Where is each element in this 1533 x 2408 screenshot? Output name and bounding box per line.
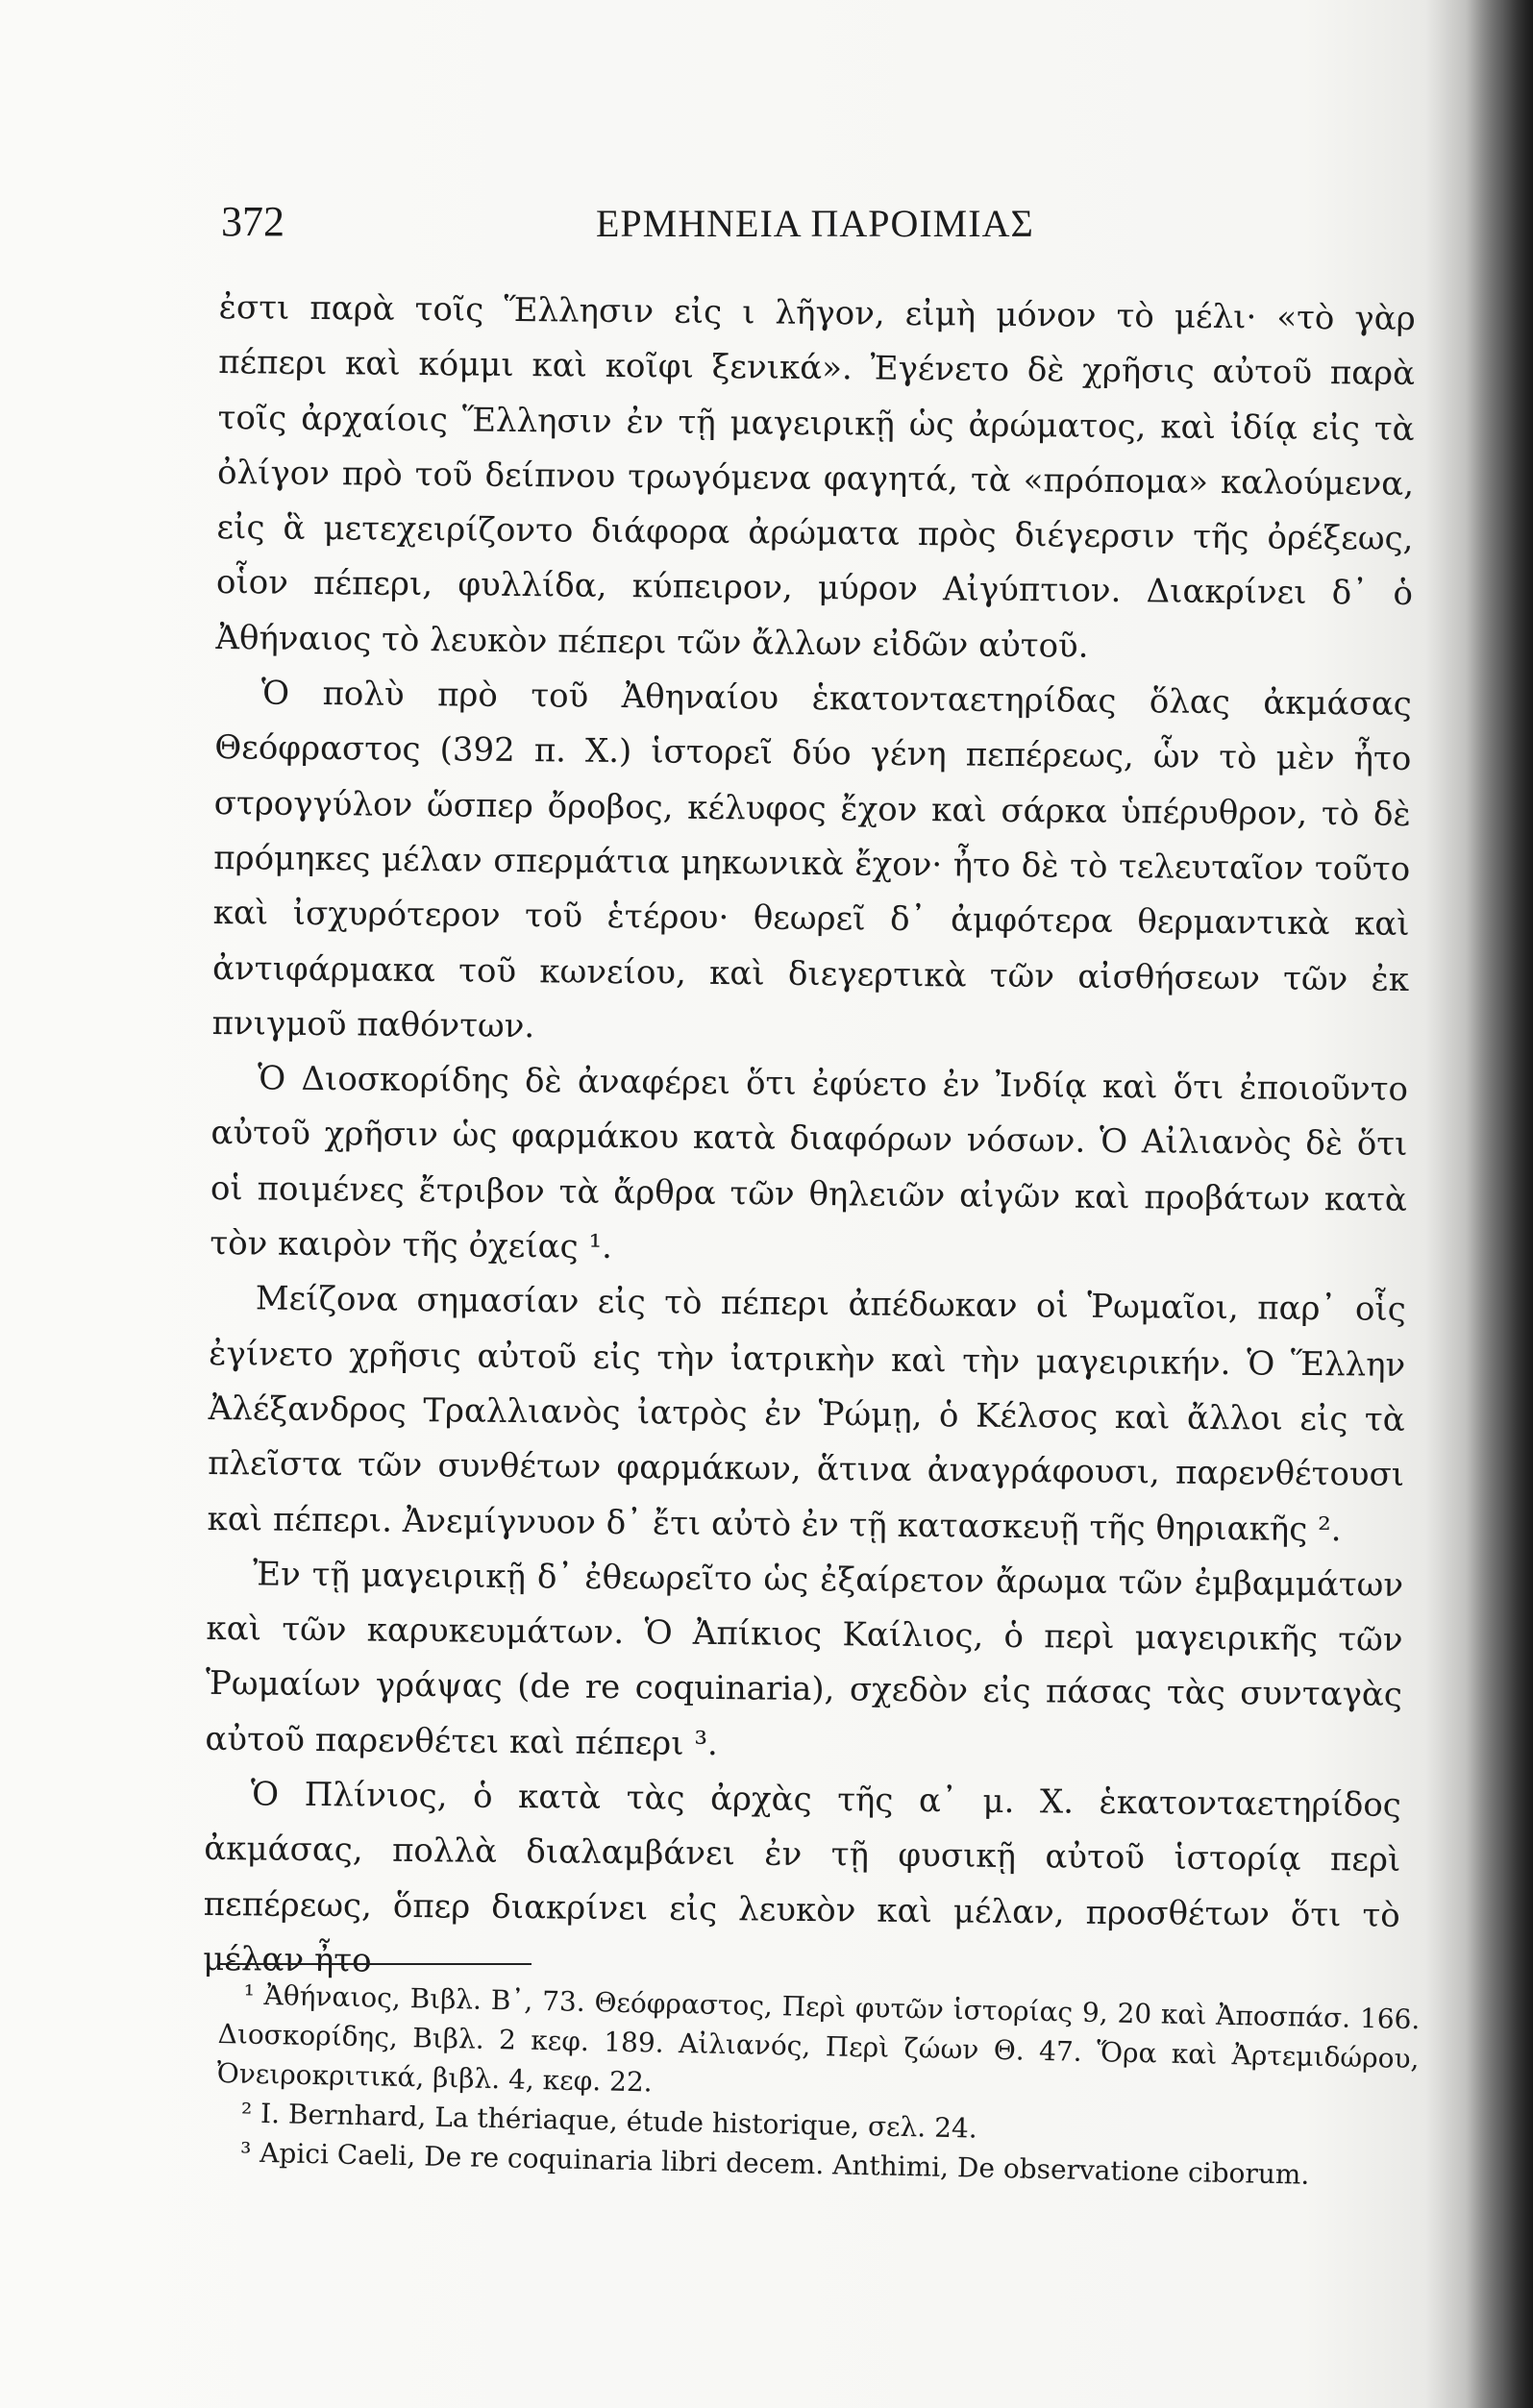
- paragraph: ἐστι παρὰ τοῖς Ἕλλησιν εἰς ι λῆγον, εἰμὴ μόνον τὸ μέλι· «τὸ γὰρ πέπερι καὶ κόμμι καὶ κοῖφι ξενικά». Ἐγένετο δὲ χρῆσις αὐτοῦ παρὰ τοῖς ἀρχαίοις Ἕλλησιν ἐν τῇ μαγειρικῇ ὡς ἀρώματος, καὶ ἰδίᾳ εἰς τὰ ὀλίγον πρὸ τοῦ δείπνου τρωγόμενα φαγητά, τὰ «πρόπομα» καλούμενα, εἰς ἃ μετεχειρίζοντο διάφορα ἀρώματα πρὸς διέγερσιν τῆς ὀρέξεως, οἷον πέπερι, φυλλίδα, κύπειρον, μύρον Αἰγύπτιον. Διακρίνει δ᾽ ὁ Ἀθήναιος τὸ λευκὸν πέπερι τῶν ἄλλων εἰδῶν αὐτοῦ.: [215, 287, 1416, 666]
- body-text: [203, 281, 1416, 1999]
- book-spine-shadow: [1466, 0, 1533, 2408]
- paragraph: Ἐν τῇ μαγειρικῇ δ᾽ ἐθεωρεῖτο ὡς ἐξαίρετον ἄρωμα τῶν ἐμβαμμάτων καὶ τῶν καρυκευμάτων. Ὁ Ἀπίκιος Καίλιος, ὁ περὶ μαγειρικῆς τῶν Ῥωμαίων γράψας (de re coquinaria), σχεδὸν εἰς πάσας τὰς συνταγὰς αὐτοῦ παρενθέτει καὶ πέπερι ³.: [205, 1555, 1404, 1763]
- page-number: 372: [221, 198, 284, 245]
- running-title: ΕΡΜΗΝΕΙΑ ΠΑΡΟΙΜΙΑΣ: [596, 202, 1034, 245]
- footnote-separator: [219, 1963, 532, 1965]
- footnote: ² I. Bernhard, La thériaque, étude historique, σελ. 24.: [240, 2097, 978, 2145]
- footnote: ¹ Ἀθήναιος, Βιβλ. Β᾽, 73. Θεόφραστος, Περὶ φυτῶν ἱστορίας 9, 20 καὶ Ἀποσπάσ. 166. Διοσκορίδης, Βιβλ. 2 κεφ. 189. Αἰλιανός, Περὶ ζώων Θ. 47. Ὅρα καὶ Ἀρτεμιδώρου, Ὀνειροκριτικά, βιβλ. 4, κεφ. 22.: [216, 1978, 1421, 2099]
- paragraph: Μείζονα σημασίαν εἰς τὸ πέπερι ἀπέδωκαν οἱ Ῥωμαῖοι, παρ᾽ οἷς ἐγίνετο χρῆσις αὐτοῦ εἰς τὴν ἰατρικὴν καὶ τὴν μαγειρικήν. Ὁ Ἕλλην Ἀλέξανδρος Τραλλιανὸς ἰατρὸς ἐν Ῥώμῃ, ὁ Κέλσος καὶ ἄλλοι εἰς τὰ πλεῖστα τῶν συνθέτων φαρμάκων, ἅτινα ἀναγράφουσι, παρενθέτουσι καὶ πέπερι. Ἀνεμίγνυον δ᾽ ἔτι αὐτὸ ἐν τῇ κατασκευῇ τῆς θηριακῆς ².: [207, 1279, 1406, 1549]
- paragraph: Ὁ Διοσκορίδης δὲ ἀναφέρει ὅτι ἐφύετο ἐν Ἰνδίᾳ καὶ ὅτι ἐποιοῦντο αὐτοῦ χρῆσιν ὡς φαρμάκου κατὰ διαφόρων νόσων. Ὁ Αἰλιανὸς δὲ ὅτι οἱ ποιμένες ἔτριβον τὰ ἄρθρα τῶν θηλειῶν αἰγῶν καὶ προβάτων κατὰ τὸν καιρὸν τῆς ὀχείας ¹.: [210, 1059, 1409, 1267]
- footnotes: [215, 1975, 1421, 2197]
- paragraph: Ὁ πολὺ πρὸ τοῦ Ἀθηναίου ἑκατονταετηρίδας ὅλας ἀκμάσας Θεόφραστος (392 π. Χ.) ἱστορεῖ δύο γένη πεπέρεως, ὧν τὸ μὲν ἦτο στρογγύλον ὥσπερ ὄροβος, κέλυφος ἔχον καὶ σάρκα ὑπέρυθρον, τὸ δὲ πρόμηκες μέλαν σπερμάτια μηκωνικὰ ἔχον· ἦτο δὲ τὸ τελευταῖον τοῦτο καὶ ἰσχυρότερον τοῦ ἑτέρου· θεωρεῖ δ᾽ ἀμφότερα θερμαντικὰ καὶ ἀντιφάρμακα τοῦ κωνείου, καὶ διεγερτικὰ τῶν αἰσθήσεων τῶν ἐκ πνιγμοῦ παθόντων.: [211, 674, 1413, 1046]
- footnote: ³ Apici Caeli, De re coquinaria libri decem. Anthimi, De observatione ciborum.: [239, 2136, 1310, 2191]
- page-header: [192, 197, 1394, 255]
- paragraph: Ὁ Πλίνιος, ὁ κατὰ τὰς ἀρχὰς τῆς α᾽ μ. Χ. ἑκατονταετηρίδος ἀκμάσας, πολλὰ διαλαμβάνει ἐν τῇ φυσικῇ αὐτοῦ ἱστορίᾳ περὶ πεπέρεως, ὅπερ διακρίνει εἰς λευκὸν καὶ μέλαν, προσθέτων ὅτι τὸ μέλαν ἦτο: [203, 1775, 1402, 1980]
